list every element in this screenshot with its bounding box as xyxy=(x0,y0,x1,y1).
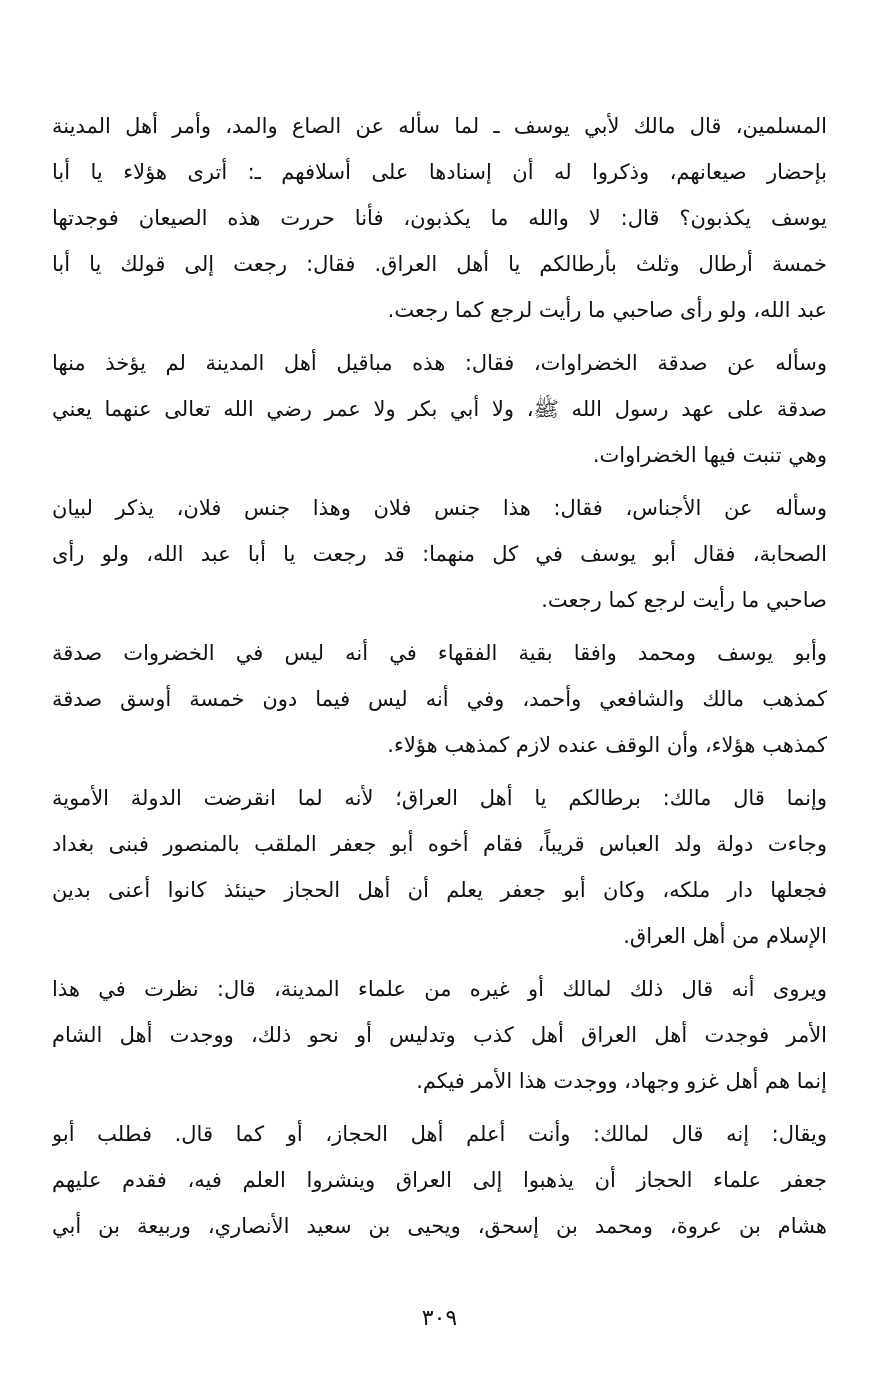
page-number: ٣٠٩ xyxy=(421,1306,458,1331)
text-line: هشام بن عروة، ومحمد بن إسحق، ويحيى بن سعيد الأنصاري، وربيعة بن أبي xyxy=(52,1214,827,1238)
text-line: وهي تنبت فيها الخضراوات. xyxy=(592,443,827,467)
text-line: خمسة أرطال وثلث بأرطالكم يا أهل العراق. فقال: رجعت إلى قولك يا أبا xyxy=(52,252,827,276)
text-line: إنما هم أهل غزو وجهاد، ووجدت هذا الأمر فيكم. xyxy=(416,1069,827,1093)
paragraph xyxy=(52,1111,827,1249)
text-line: كمذهب هؤلاء، وأن الوقف عنده لازم كمذهب هؤلاء. xyxy=(387,733,827,757)
text-line: وأبو يوسف ومحمد وافقا بقية الفقهاء في أنه ليس في الخضروات صدقة xyxy=(52,641,827,665)
text-line: الإسلام من أهل العراق. xyxy=(623,924,827,948)
text-line: ويروى أنه قال ذلك لمالك أو غيره من علماء المدينة، قال: نظرت في هذا xyxy=(52,977,827,1001)
body-text xyxy=(52,103,827,1249)
text-line: بإحضار صيعانهم، وذكروا له أن إسنادها على أسلافهم ـ: أترى هؤلاء يا أبا xyxy=(52,160,827,184)
text-line: عبد الله، ولو رأى صاحبي ما رأيت لرجع كما رجعت. xyxy=(387,298,827,322)
text-line: وجاءت دولة ولد العباس قريباً، فقام أخوه أبو جعفر الملقب بالمنصور فبنى بغداد xyxy=(52,832,827,856)
text-line: الأمر فوجدت أهل العراق أهل كذب وتدليس أو نحو ذلك، ووجدت أهل الشام xyxy=(52,1023,827,1047)
paragraph xyxy=(52,775,827,959)
text-line: وسأله عن صدقة الخضراوات، فقال: هذه مباقيل أهل المدينة لم يؤخذ منها xyxy=(52,351,827,375)
text-line: صدقة على عهد رسول الله ﷺ، ولا أبي بكر ولا عمر رضي الله تعالى عنهما يعني xyxy=(52,397,827,421)
text-line: كمذهب مالك والشافعي وأحمد، وفي أنه ليس فيما دون خمسة أوسق صدقة xyxy=(52,687,827,711)
text-line: يوسف يكذبون؟ قال: لا والله ما يكذبون، فأنا حررت هذه الصيعان فوجدتها xyxy=(52,206,827,230)
paragraph xyxy=(52,966,827,1104)
text-line: صاحبي ما رأيت لرجع كما رجعت. xyxy=(541,588,827,612)
text-line: جعفر علماء الحجاز أن يذهبوا إلى العراق وينشروا العلم فيه، فقدم عليهم xyxy=(52,1168,827,1192)
text-line: وإنما قال مالك: برطالكم يا أهل العراق؛ لأنه لما انقرضت الدولة الأموية xyxy=(52,786,827,810)
text-line: ويقال: إنه قال لمالك: وأنت أعلم أهل الحجاز، أو كما قال. فطلب أبو xyxy=(52,1122,827,1146)
text-line: وسأله عن الأجناس، فقال: هذا جنس فلان وهذا جنس فلان، يذكر لبيان xyxy=(52,496,827,520)
paragraph xyxy=(52,103,827,333)
paragraph xyxy=(52,630,827,768)
paragraph xyxy=(52,485,827,623)
text-line: الصحابة، فقال أبو يوسف في كل منهما: قد رجعت يا أبا عبد الله، ولو رأى xyxy=(52,542,827,566)
text-line: فجعلها دار ملكه، وكان أبو جعفر يعلم أن أهل الحجاز حينئذ كانوا أعنى بدين xyxy=(52,878,827,902)
paragraph xyxy=(52,340,827,478)
text-line: المسلمين، قال مالك لأبي يوسف ـ لما سأله عن الصاع والمد، وأمر أهل المدينة xyxy=(52,114,827,138)
